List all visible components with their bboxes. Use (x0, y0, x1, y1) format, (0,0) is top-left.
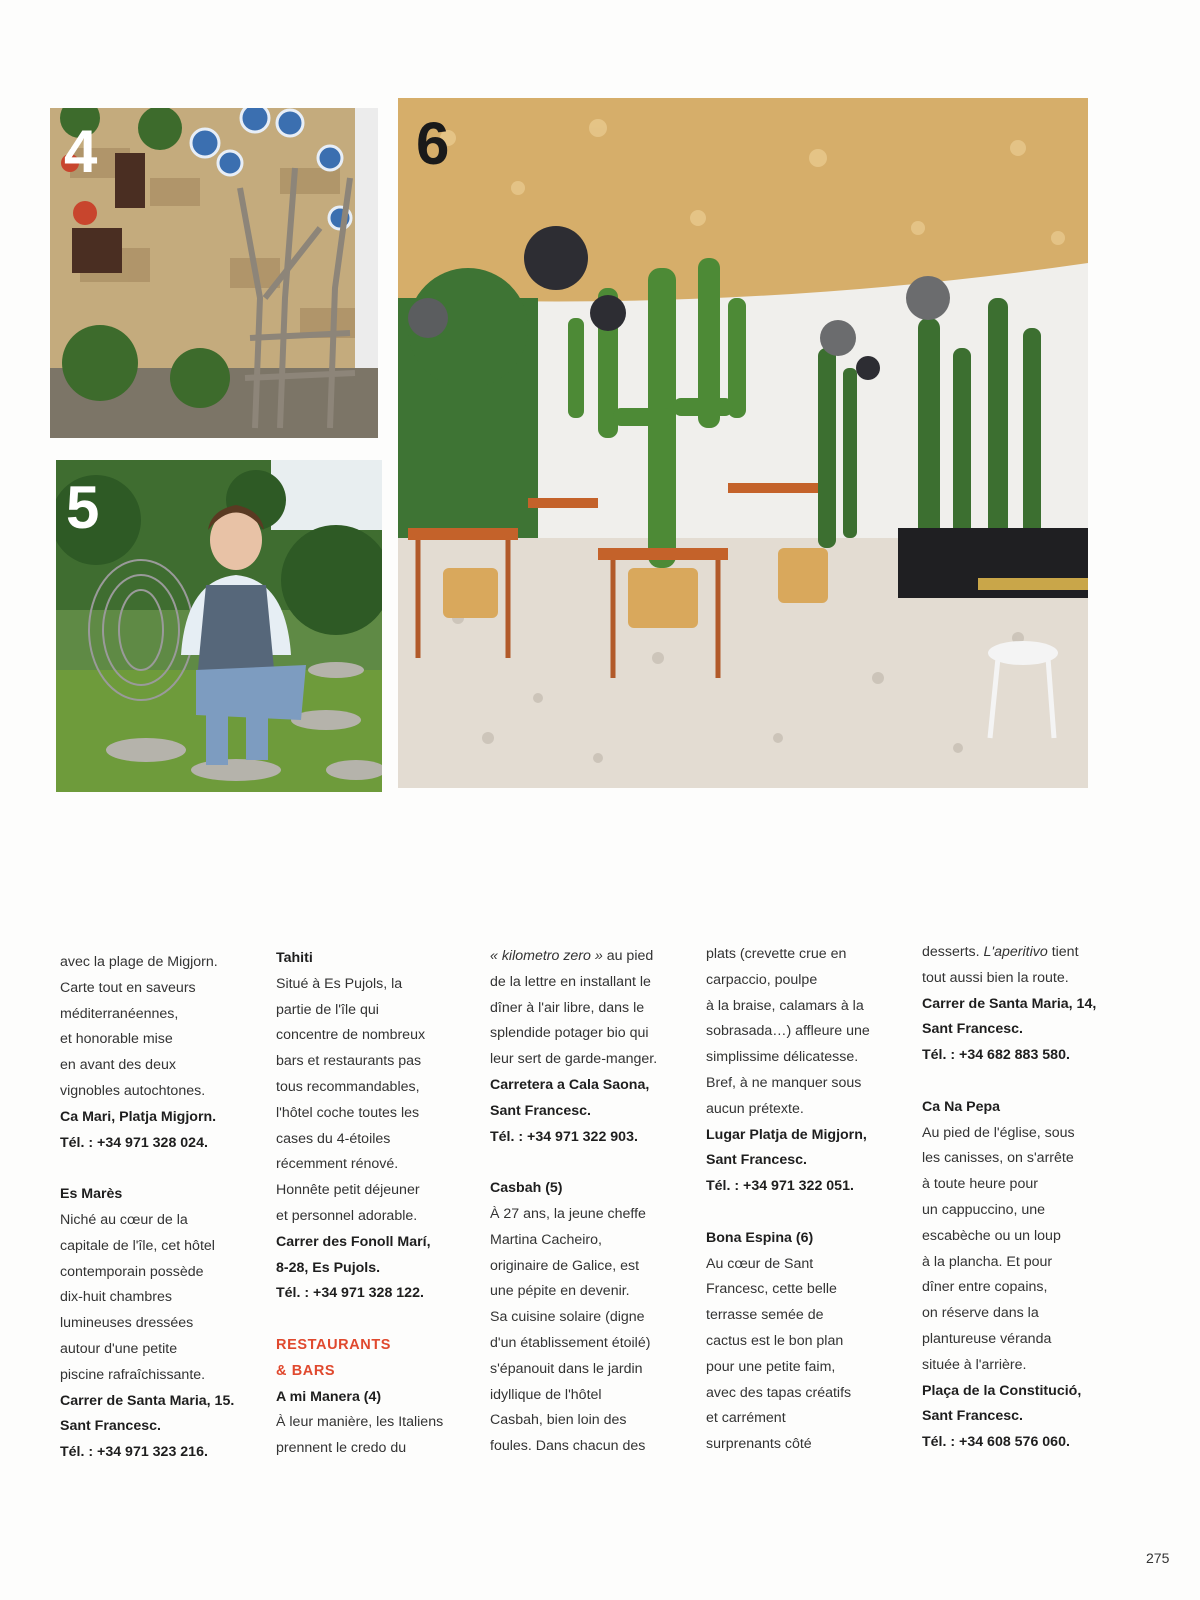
address: Carretera a Cala Saona, (490, 1076, 650, 1093)
text-line: carpaccio, poulpe (706, 971, 818, 988)
text-line: plantureuse véranda (922, 1330, 1052, 1347)
address: Ca Mari, Platja Migjorn. (60, 1108, 217, 1125)
text-line: Francesc, cette belle (706, 1281, 837, 1298)
text-line: à la braise, calamars à la (706, 997, 864, 1014)
chef-portrait-illustration (56, 460, 382, 792)
column-3 (490, 944, 695, 1460)
section-heading: RESTAURANTS (276, 1336, 392, 1353)
address: Sant Francesc. (490, 1102, 591, 1119)
text-line: Situé à Es Pujols, la (276, 975, 403, 992)
text-line: et carrément (706, 1410, 786, 1427)
phone: Tél. : +34 682 883 580. (922, 1047, 1070, 1064)
text-line: une pépite en devenir. (490, 1283, 630, 1300)
address: Sant Francesc. (922, 1021, 1023, 1038)
text-line: Martina Cacheiro, (490, 1231, 602, 1248)
address: Carrer de Santa Maria, 15. (60, 1392, 235, 1409)
photo-number-4: 4 (64, 118, 98, 185)
phone: Tél. : +34 971 328 024. (60, 1134, 208, 1151)
text-line: et honorable mise (60, 1031, 173, 1048)
text-line: splendide potager bio qui (490, 1025, 649, 1042)
column-5 (922, 940, 1127, 1456)
page-number: 275 (1146, 1550, 1170, 1566)
text-line: lumineuses dressées (60, 1315, 194, 1332)
text-line: simplissime délicatesse. (706, 1049, 859, 1066)
text-line: sobrasada…) affleure une (706, 1023, 870, 1040)
text-line: autour d'une petite (60, 1340, 178, 1357)
venue-title-casbah: Casbah (5) (490, 1180, 563, 1197)
text-line: les canisses, on s'arrête (922, 1150, 1074, 1167)
section-heading: & BARS (276, 1362, 336, 1379)
venue-title-es-mares: Es Marès (60, 1186, 123, 1203)
text-line: on réserve dans la (922, 1305, 1039, 1322)
text-line: dîner à l'air libre, dans le (490, 999, 645, 1016)
address: Sant Francesc. (706, 1152, 807, 1169)
address: Lugar Platja de Migjorn, (706, 1126, 867, 1143)
text-line: aucun prétexte. (706, 1100, 804, 1117)
venue-title-a-mi-manera: A mi Manera (4) (276, 1388, 382, 1405)
text-line: contemporain possède (60, 1263, 204, 1280)
text-line: Honnête petit déjeuner (276, 1182, 420, 1199)
text-line: « kilometro zero » au pied (490, 948, 654, 964)
photo-number-5: 5 (66, 474, 100, 541)
text-line: récemment rénové. (276, 1156, 399, 1173)
text-line: située à l'arrière. (922, 1356, 1027, 1373)
photo-6-cactus-terrace (398, 98, 1088, 788)
text-line: escabèche ou un loup (922, 1227, 1061, 1244)
text-line: s'épanouit dans le jardin (490, 1360, 643, 1377)
text-line: avec des tapas créatifs (706, 1384, 852, 1401)
text-line: Casbah, bien loin des (490, 1412, 627, 1429)
text-line: prennent le credo du (276, 1440, 407, 1457)
text-line: Niché au cœur de la (60, 1211, 188, 1228)
text-line: un cappuccino, une (922, 1201, 1046, 1218)
text-line: avec la plage de Migjorn. (60, 954, 218, 970)
column-1 (60, 950, 265, 1466)
text-line: originaire de Galice, est (490, 1257, 640, 1274)
photo-number-6: 6 (416, 110, 450, 177)
text-line: cases du 4-étoiles (276, 1130, 391, 1147)
text-line: de la lettre en installant le (490, 973, 651, 990)
phone: Tél. : +34 971 328 122. (276, 1285, 424, 1302)
text-line: tous recommandables, (276, 1078, 420, 1095)
text-line: piscine rafraîchissante. (60, 1366, 206, 1383)
photo-4-wall-chair (50, 108, 378, 438)
text-line: l'hôtel coche toutes les (276, 1104, 420, 1121)
text-line: vignobles autochtones. (60, 1082, 206, 1099)
column-4 (706, 942, 911, 1458)
text-line: à toute heure pour (922, 1176, 1038, 1193)
address: Plaça de la Constitució, (922, 1382, 1082, 1399)
address: Carrer des Fonoll Marí, (276, 1233, 431, 1250)
text-line: idyllique de l'hôtel (490, 1386, 602, 1403)
text-line: d'un établissement étoilé) (490, 1334, 651, 1351)
text-line: Bref, à ne manquer sous (706, 1074, 862, 1091)
venue-title-bona-espina: Bona Espina (6) (706, 1229, 814, 1246)
text-line: surprenants côté (706, 1436, 812, 1453)
text-line: en avant des deux (60, 1057, 176, 1074)
text-line: Carte tout en saveurs (60, 979, 196, 996)
address: Sant Francesc. (922, 1408, 1023, 1425)
article-columns (0, 944, 1200, 1520)
text-line: plats (crevette crue en (706, 946, 847, 962)
text-line: bars et restaurants pas (276, 1053, 422, 1070)
text-line: tout aussi bien la route. (922, 969, 1069, 986)
column-2 (276, 946, 481, 1462)
text-line: desserts. L'aperitivo tient (922, 944, 1079, 960)
text-line: Au cœur de Sant (706, 1255, 814, 1272)
text-line: cactus est le bon plan (706, 1332, 844, 1349)
phone: Tél. : +34 608 576 060. (922, 1434, 1070, 1451)
phone: Tél. : +34 971 322 051. (706, 1178, 854, 1195)
cactus-terrace-illustration (398, 98, 1088, 788)
text-line: à la plancha. Et pour (922, 1253, 1053, 1270)
text-line: dix-huit chambres (60, 1289, 172, 1306)
phone: Tél. : +34 971 323 216. (60, 1444, 208, 1461)
text-line: terrasse semée de (706, 1307, 824, 1324)
phone: Tél. : +34 971 322 903. (490, 1128, 638, 1145)
venue-title-ca-na-pepa: Ca Na Pepa (922, 1098, 1001, 1115)
photo-5-chef-portrait (56, 460, 382, 792)
text-line: À leur manière, les Italiens (276, 1414, 444, 1431)
text-line: concentre de nombreux (276, 1027, 426, 1044)
text-line: À 27 ans, la jeune cheffe (490, 1205, 646, 1222)
text-line: et personnel adorable. (276, 1207, 418, 1224)
address: Sant Francesc. (60, 1418, 161, 1435)
decorated-wall-chair-illustration (50, 108, 378, 438)
venue-title-tahiti: Tahiti (276, 950, 313, 966)
text-line: partie de l'île qui (276, 1001, 379, 1018)
address: 8-28, Es Pujols. (276, 1259, 381, 1276)
text-line: Au pied de l'église, sous (922, 1124, 1075, 1141)
text-line: leur sert de garde-manger. (490, 1051, 658, 1068)
text-line: Sa cuisine solaire (digne (490, 1309, 645, 1326)
text-line: dîner entre copains, (922, 1279, 1048, 1296)
text-line: foules. Dans chacun des (490, 1438, 646, 1455)
text-line: pour une petite faim, (706, 1358, 836, 1375)
text-line: capitale de l'île, cet hôtel (60, 1237, 215, 1254)
text-line: méditerranéennes, (60, 1005, 179, 1022)
address: Carrer de Santa Maria, 14, (922, 995, 1097, 1012)
